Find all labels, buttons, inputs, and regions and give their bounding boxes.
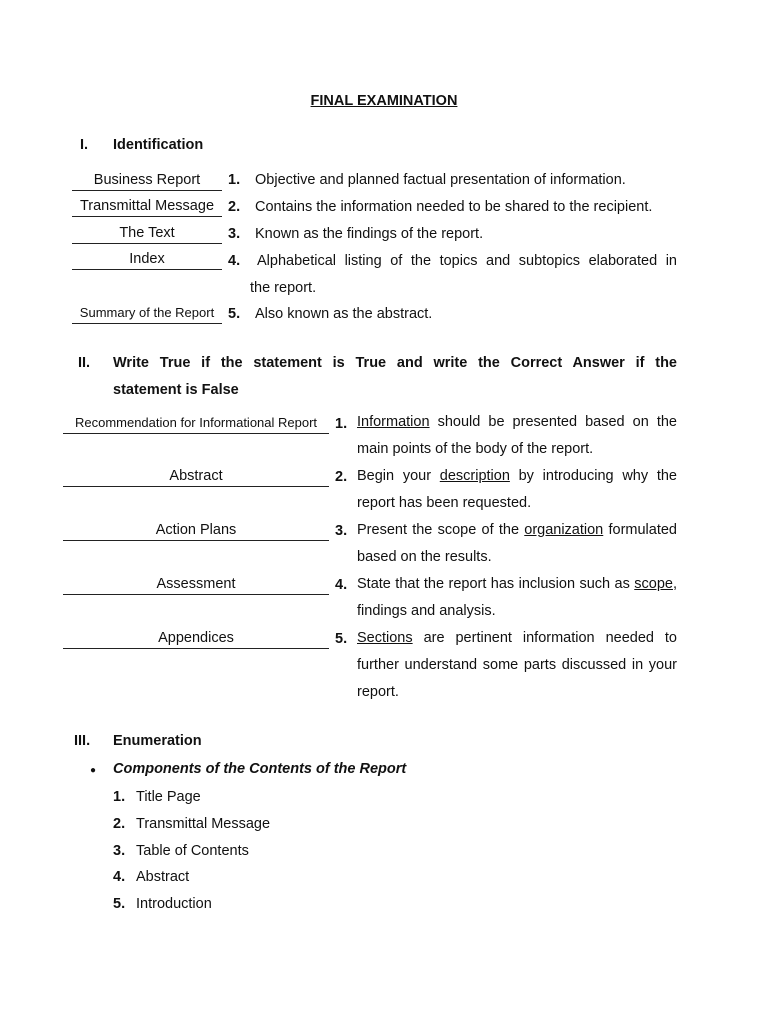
item-num-1-4: 4. <box>228 253 241 269</box>
item-num-2-2: 2. <box>335 469 348 485</box>
statement-1-1: Objective and planned factual presentation of information. <box>255 172 626 188</box>
answer-1-3: The Text <box>72 223 222 244</box>
enum-item-2: Transmittal Message <box>136 816 271 832</box>
answer-1-1: Business Report <box>72 170 222 191</box>
answer-1-4: Index <box>72 249 222 270</box>
statement-1-4-line2: the report. <box>250 280 317 296</box>
answer-1-2: Transmittal Message <box>72 196 222 217</box>
item-num-2-1: 1. <box>335 416 348 432</box>
item-num-2-4: 4. <box>335 577 348 593</box>
item-num-1-2: 2. <box>228 199 241 215</box>
statement-2-2-after: by introducing why the report has been requested. <box>357 468 677 511</box>
enum-item-5: Introduction <box>136 896 212 912</box>
statement-2-4 <box>357 571 677 625</box>
statement-2-2-underlined: description <box>439 468 510 484</box>
statement-2-5-after: are pertinent information needed to further understand some parts discussed in your report. <box>357 630 677 700</box>
statement-2-3-before: Present the scope of the <box>357 522 525 538</box>
item-num-2-5: 5. <box>335 631 348 647</box>
answer-2-1: Recommendation for Informational Report <box>63 413 329 434</box>
section3-subheading: Components of the Contents of the Report <box>113 761 407 777</box>
statement-1-3: Known as the findings of the report. <box>255 226 484 242</box>
statement-2-4-underlined: scope <box>634 576 673 592</box>
section1-heading: Identification <box>113 137 204 153</box>
enum-item-1: Title Page <box>136 789 201 805</box>
statement-1-4-line1: Alphabetical listing of the topics and subtopics elaborated in <box>257 253 677 269</box>
statement-2-5 <box>357 625 677 706</box>
statement-2-1-underlined: Information <box>357 414 430 430</box>
answer-2-4: Assessment <box>63 574 329 595</box>
bullet-icon: ● <box>90 765 97 776</box>
item-num-1-5: 5. <box>228 306 241 322</box>
statement-2-2 <box>357 463 677 517</box>
enum-num-2: 2. <box>113 816 126 832</box>
enum-num-4: 4. <box>113 869 126 885</box>
item-num-1-3: 3. <box>228 226 241 242</box>
section2-numeral: II. <box>78 355 91 371</box>
page-title: FINAL EXAMINATION <box>310 93 458 109</box>
answer-1-5: Summary of the Report <box>72 303 222 324</box>
item-num-2-3: 3. <box>335 523 348 539</box>
enum-item-3: Table of Contents <box>136 843 249 859</box>
enum-num-1: 1. <box>113 789 126 805</box>
statement-2-4-before: State that the report has inclusion such as <box>357 576 635 592</box>
statement-2-3 <box>357 517 677 571</box>
enum-num-3: 3. <box>113 843 126 859</box>
item-num-1-1: 1. <box>228 172 241 188</box>
statement-2-4-after: , findings and analysis. <box>357 576 677 619</box>
answer-2-3: Action Plans <box>63 520 329 541</box>
statement-1-5: Also known as the abstract. <box>255 306 433 322</box>
statement-2-3-underlined: organization <box>524 522 604 538</box>
statement-1-2: Contains the information needed to be shared to the recipient. <box>255 199 653 215</box>
statement-2-5-underlined: Sections <box>357 630 413 646</box>
statement-2-1-after: should be presented based on the main points of the body of the report. <box>357 414 677 457</box>
answer-2-5: Appendices <box>63 628 329 649</box>
section3-heading: Enumeration <box>113 733 202 749</box>
section1-numeral: I. <box>80 137 89 153</box>
statement-2-3-after: formulated based on the results. <box>357 522 677 565</box>
section2-heading-line1: Write True if the statement is True and write the Correct Answer if the <box>113 355 677 371</box>
statement-2-2-before: Begin your <box>357 468 440 484</box>
enum-num-5: 5. <box>113 896 126 912</box>
answer-2-2: Abstract <box>63 466 329 487</box>
section2-heading-line2: statement is False <box>113 382 239 398</box>
statement-2-1 <box>357 409 677 463</box>
section3-numeral: III. <box>74 733 91 749</box>
enum-item-4: Abstract <box>136 869 190 885</box>
